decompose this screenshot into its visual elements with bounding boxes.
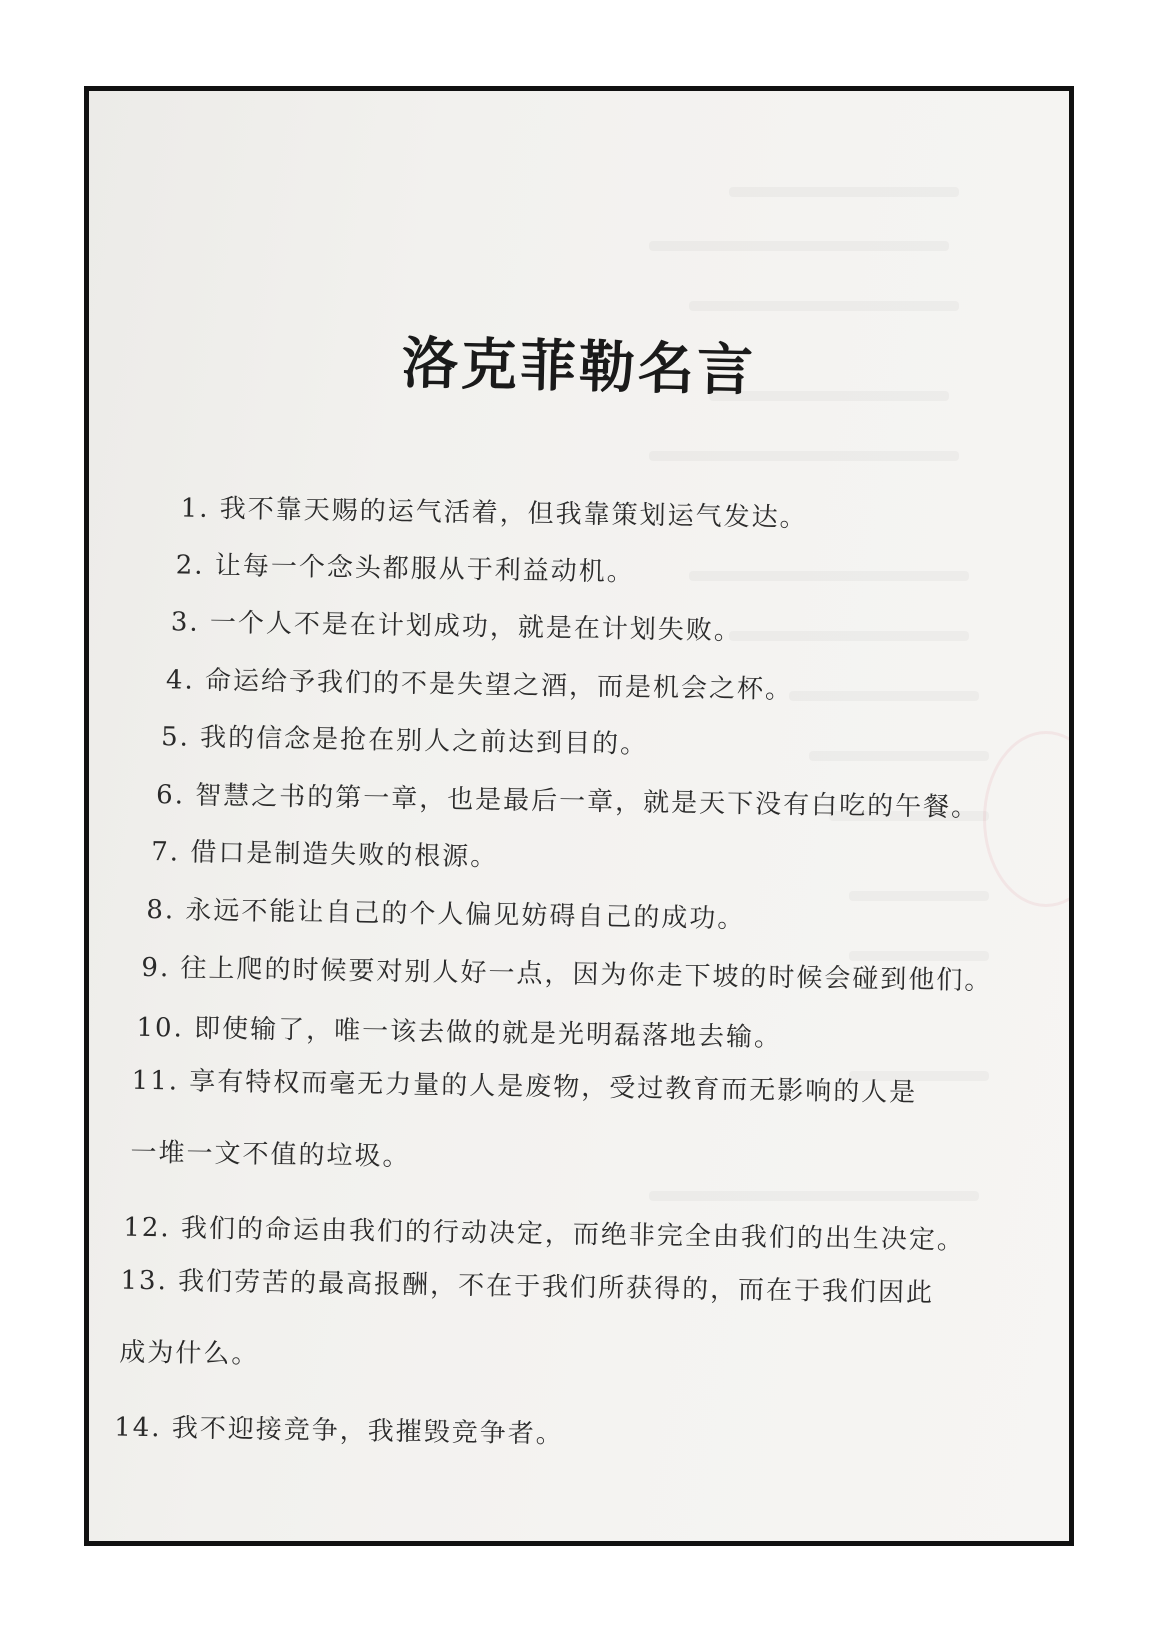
bleed-through-line (689, 301, 959, 311)
quote-item: 10. 即使输了，唯一该去做的就是光明磊落地去输。 (136, 1012, 783, 1053)
bleed-through-line (849, 891, 989, 901)
quote-item: 6. 智慧之书的第一章，也是最后一章，就是天下没有白吃的午餐。 (155, 780, 980, 824)
quote-item: 1. 我不靠天赐的运气活着，但我靠策划运气发达。 (180, 493, 808, 534)
quote-item: 4. 命运给予我们的不是失望之酒，而是机会之杯。 (165, 665, 794, 706)
document-page (84, 86, 1074, 1546)
bleed-through-line (689, 571, 969, 581)
quote-item: 12. 我们的命运由我们的行动决定，而绝非完全由我们的出生决定。 (123, 1212, 966, 1256)
bleed-through-line (789, 691, 979, 701)
quote-list (89, 486, 1069, 1450)
bleed-through-line (649, 241, 949, 251)
quote-item: 9. 往上爬的时候要对别人好一点，因为你走下坡的时候会碰到他们。 (141, 952, 993, 997)
quote-item: 5. 我的信念是抢在别人之前达到目的。 (160, 722, 649, 760)
faint-stamp-mark (983, 731, 1074, 907)
quote-item: 3. 一个人不是在计划成功，就是在计划失败。 (170, 607, 743, 647)
bleed-through-line (809, 751, 989, 761)
quote-item: 13. 我们劳苦的最高报酬，不在于我们所获得的，而在于我们因此成为什么。 (119, 1265, 935, 1370)
bleed-through-line (729, 631, 969, 641)
bleed-through-line (649, 451, 959, 461)
quote-item: 2. 让每一个念头都服从于利益动机。 (175, 550, 636, 588)
quote-item: 8. 永远不能让自己的个人偏见妨碍自己的成功。 (146, 894, 746, 935)
quote-item: 11. 享有特权而毫无力量的人是废物，受过教育而无影响的人是一堆一文不值的垃圾。 (130, 1065, 918, 1173)
quote-item: 14. 我不迎接竞争，我摧毁竞争者。 (113, 1412, 565, 1450)
quote-item: 7. 借口是制造失败的根源。 (151, 837, 499, 873)
page-title: 洛克菲勒名言 (401, 331, 757, 404)
bleed-through-line (729, 187, 959, 197)
